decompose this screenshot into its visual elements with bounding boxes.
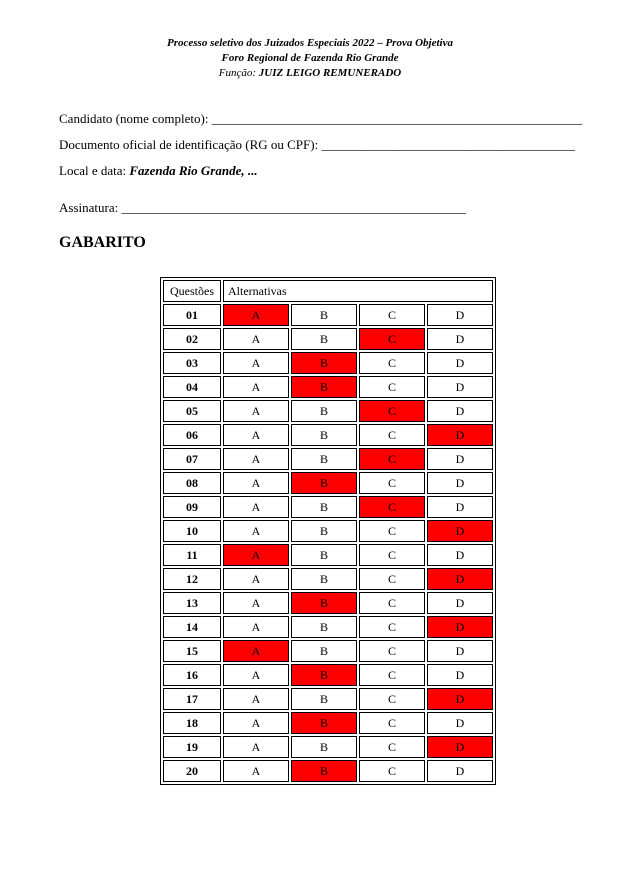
table-row — [163, 328, 493, 350]
option-cell-correct: B — [291, 472, 357, 494]
signature-line: _____________________________________________________ — [121, 200, 466, 215]
question-number: 17 — [163, 688, 221, 710]
document-header — [0, 36, 620, 81]
signature-field — [59, 200, 466, 216]
option-cell: D — [427, 376, 493, 398]
option-cell: C — [359, 688, 425, 710]
option-cell: B — [291, 568, 357, 590]
option-cell: A — [223, 664, 289, 686]
option-cell: D — [427, 544, 493, 566]
option-cell: A — [223, 448, 289, 470]
table-row — [163, 520, 493, 542]
place-date-field — [59, 163, 258, 179]
question-number: 09 — [163, 496, 221, 518]
role-label: Função: — [218, 67, 257, 79]
table-row — [163, 688, 493, 710]
option-cell: D — [427, 760, 493, 782]
question-number: 13 — [163, 592, 221, 614]
question-number: 01 — [163, 304, 221, 326]
answer-key-table — [160, 277, 496, 785]
question-number: 20 — [163, 760, 221, 782]
option-cell-correct: D — [427, 520, 493, 542]
option-cell: D — [427, 712, 493, 734]
option-cell: A — [223, 496, 289, 518]
option-cell-correct: B — [291, 376, 357, 398]
question-number: 03 — [163, 352, 221, 374]
option-cell: A — [223, 736, 289, 758]
option-cell: A — [223, 352, 289, 374]
option-cell: C — [359, 376, 425, 398]
table-row — [163, 544, 493, 566]
option-cell: C — [359, 568, 425, 590]
option-cell-correct: C — [359, 448, 425, 470]
table-row — [163, 352, 493, 374]
option-cell-correct: C — [359, 400, 425, 422]
option-cell: B — [291, 424, 357, 446]
option-cell: B — [291, 736, 357, 758]
question-number: 19 — [163, 736, 221, 758]
option-cell: D — [427, 664, 493, 686]
question-number: 04 — [163, 376, 221, 398]
option-cell: C — [359, 520, 425, 542]
option-cell: A — [223, 688, 289, 710]
table-row — [163, 640, 493, 662]
option-cell: A — [223, 520, 289, 542]
option-cell: D — [427, 496, 493, 518]
question-number: 11 — [163, 544, 221, 566]
option-cell: A — [223, 472, 289, 494]
option-cell-correct: C — [359, 328, 425, 350]
table-row — [163, 664, 493, 686]
document-label: Documento oficial de identificação (RG ou CPF): — [59, 137, 319, 152]
option-cell-correct: D — [427, 616, 493, 638]
option-cell: B — [291, 616, 357, 638]
option-cell: C — [359, 712, 425, 734]
table-row — [163, 736, 493, 758]
table-row — [163, 616, 493, 638]
question-number: 10 — [163, 520, 221, 542]
table-row — [163, 568, 493, 590]
signature-label: Assinatura: — [59, 200, 119, 215]
option-cell: A — [223, 400, 289, 422]
option-cell: D — [427, 400, 493, 422]
option-cell: D — [427, 472, 493, 494]
option-cell: B — [291, 400, 357, 422]
option-cell: A — [223, 568, 289, 590]
option-cell-correct: B — [291, 712, 357, 734]
option-cell: D — [427, 592, 493, 614]
option-cell-correct: B — [291, 352, 357, 374]
table-row — [163, 304, 493, 326]
candidate-field — [59, 111, 582, 127]
option-cell: C — [359, 304, 425, 326]
option-cell: A — [223, 376, 289, 398]
option-cell: C — [359, 544, 425, 566]
option-cell: B — [291, 496, 357, 518]
option-cell: D — [427, 304, 493, 326]
option-cell: B — [291, 448, 357, 470]
table-row — [163, 376, 493, 398]
alternatives-header: Alternativas — [223, 280, 493, 302]
option-cell-correct: D — [427, 688, 493, 710]
option-cell-correct: C — [359, 496, 425, 518]
option-cell-correct: A — [223, 544, 289, 566]
role-line — [0, 66, 620, 81]
question-number: 12 — [163, 568, 221, 590]
option-cell: C — [359, 352, 425, 374]
question-number: 16 — [163, 664, 221, 686]
option-cell: D — [427, 640, 493, 662]
option-cell: B — [291, 640, 357, 662]
table-row — [163, 712, 493, 734]
option-cell: B — [291, 304, 357, 326]
question-number: 06 — [163, 424, 221, 446]
table-header-row — [163, 280, 493, 302]
option-cell: C — [359, 640, 425, 662]
option-cell: C — [359, 472, 425, 494]
place-date-label: Local e data: — [59, 163, 127, 178]
table-row — [163, 448, 493, 470]
option-cell: C — [359, 616, 425, 638]
option-cell: A — [223, 328, 289, 350]
questions-header: Questões — [163, 280, 221, 302]
option-cell-correct: B — [291, 592, 357, 614]
role-value: JUIZ LEIGO REMUNERADO — [258, 67, 402, 79]
option-cell-correct: A — [223, 640, 289, 662]
option-cell: D — [427, 352, 493, 374]
table-row — [163, 424, 493, 446]
option-cell: B — [291, 520, 357, 542]
place-date-value: Fazenda Rio Grande, ... — [129, 163, 258, 178]
option-cell: D — [427, 448, 493, 470]
table-row — [163, 400, 493, 422]
document-field — [59, 137, 575, 153]
option-cell: A — [223, 616, 289, 638]
option-cell: C — [359, 760, 425, 782]
table-row — [163, 472, 493, 494]
candidate-label: Candidato (nome completo): — [59, 111, 209, 126]
table-row — [163, 496, 493, 518]
candidate-line: _________________________________________________________ — [211, 111, 583, 126]
option-cell-correct: B — [291, 760, 357, 782]
court-name: Foro Regional de Fazenda Rio Grande — [221, 52, 399, 64]
table-row — [163, 760, 493, 782]
option-cell: D — [427, 328, 493, 350]
option-cell-correct: D — [427, 568, 493, 590]
option-cell: B — [291, 688, 357, 710]
option-cell: A — [223, 760, 289, 782]
option-cell: A — [223, 712, 289, 734]
exam-title: Processo seletivo dos Juizados Especiais 2022 – Prova Objetiva — [167, 37, 453, 49]
question-number: 05 — [163, 400, 221, 422]
question-number: 08 — [163, 472, 221, 494]
option-cell: B — [291, 328, 357, 350]
option-cell: A — [223, 592, 289, 614]
option-cell: C — [359, 736, 425, 758]
option-cell-correct: B — [291, 664, 357, 686]
option-cell-correct: D — [427, 736, 493, 758]
option-cell: B — [291, 544, 357, 566]
question-number: 02 — [163, 328, 221, 350]
question-number: 15 — [163, 640, 221, 662]
question-number: 14 — [163, 616, 221, 638]
table-row — [163, 592, 493, 614]
option-cell-correct: A — [223, 304, 289, 326]
option-cell: C — [359, 664, 425, 686]
answer-key-title: GABARITO — [59, 234, 146, 251]
document-line: _______________________________________ — [321, 137, 575, 152]
option-cell: C — [359, 424, 425, 446]
question-number: 07 — [163, 448, 221, 470]
option-cell: C — [359, 592, 425, 614]
question-number: 18 — [163, 712, 221, 734]
option-cell-correct: D — [427, 424, 493, 446]
option-cell: A — [223, 424, 289, 446]
